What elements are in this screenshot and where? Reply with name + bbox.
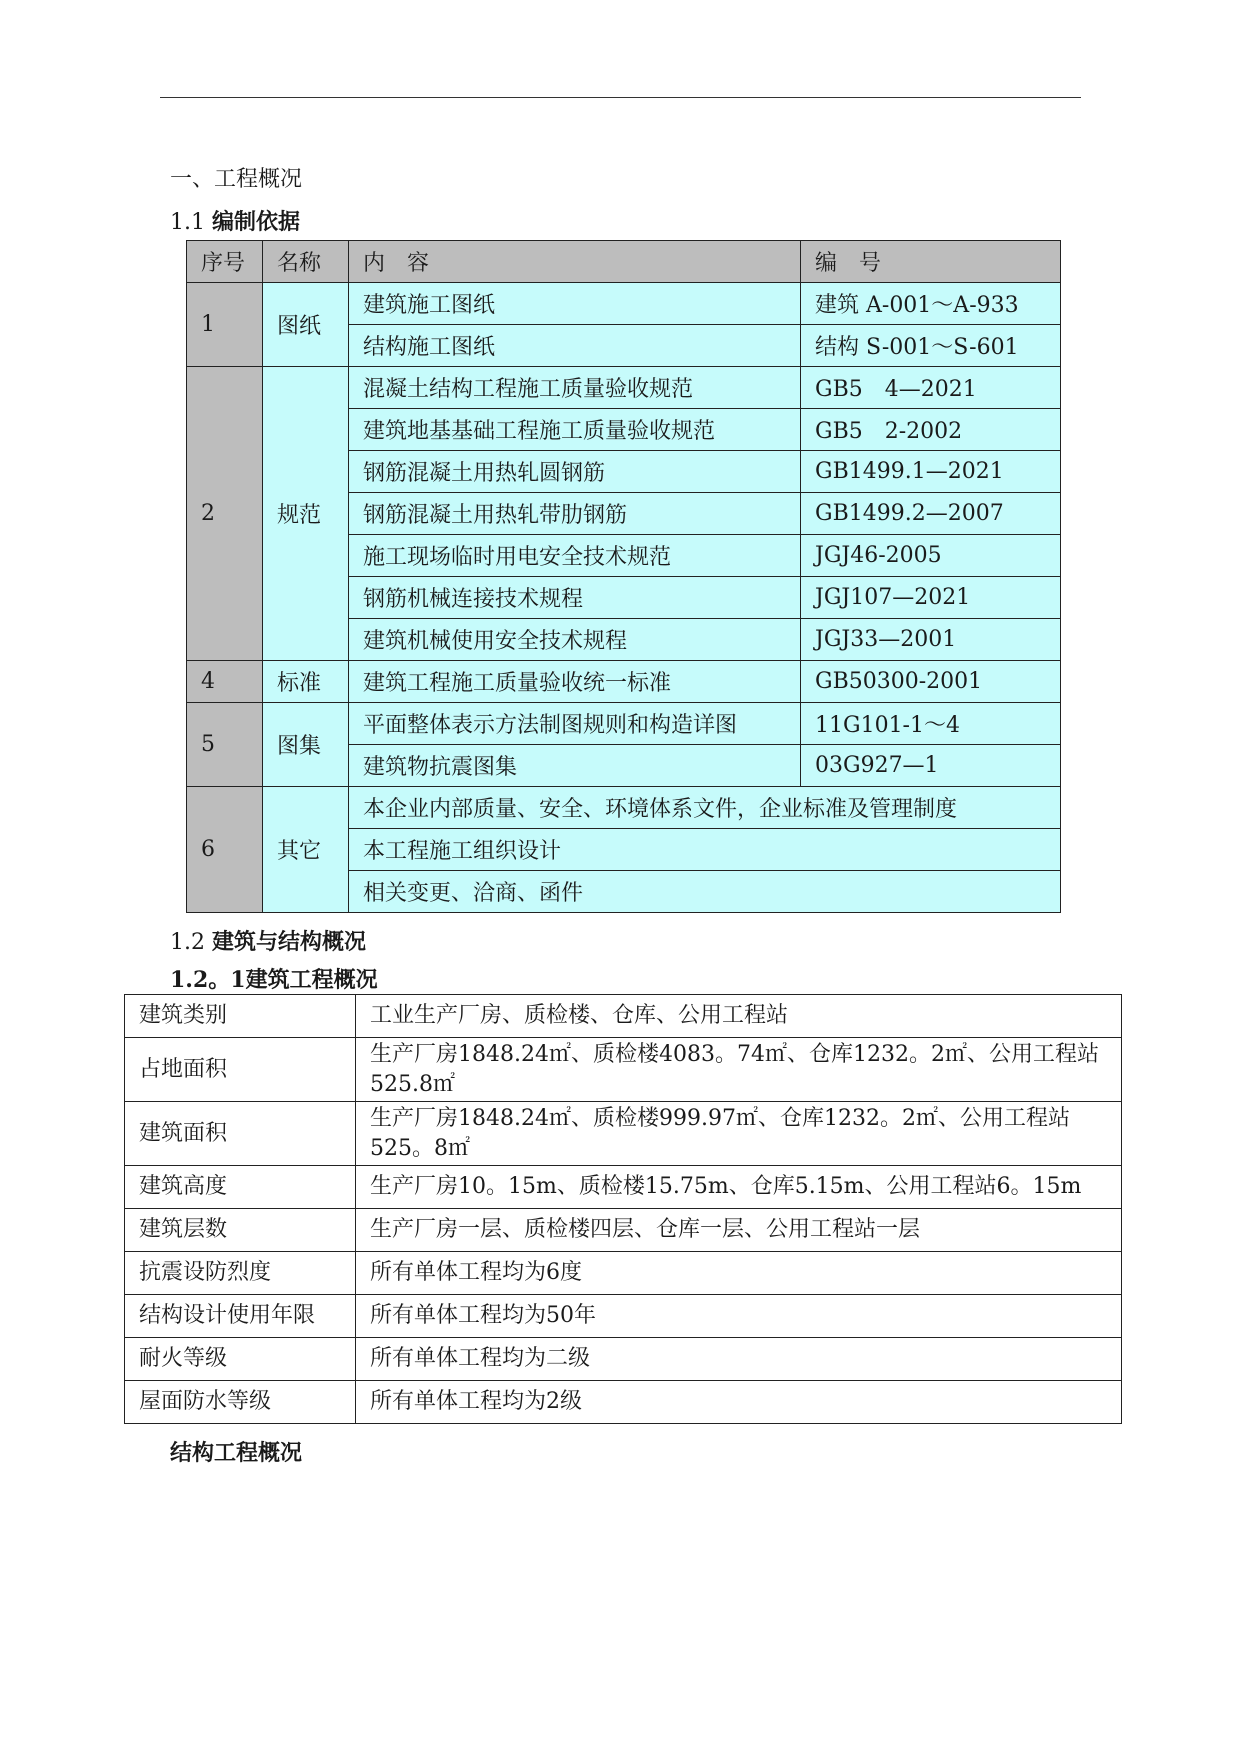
table-header-row xyxy=(187,241,1061,283)
basis-table xyxy=(186,240,1061,913)
row-value: 生产厂房1848.24㎡、质检楼4083。74㎡、仓库1232。2㎡、公用工程站525.8㎡ xyxy=(356,1038,1122,1102)
code-cell: JGJ107—2021 xyxy=(801,577,1061,619)
group-name: 图纸 xyxy=(263,283,349,367)
table-row xyxy=(187,703,1061,745)
content-cell: 混凝土结构工程施工质量验收规范 xyxy=(349,367,801,409)
table-row xyxy=(125,1295,1122,1338)
row-value: 工业生产厂房、质检楼、仓库、公用工程站 xyxy=(356,995,1122,1038)
content-cell: 钢筋混凝土用热轧圆钢筋 xyxy=(349,451,801,493)
code-cell: 建筑 A-001～A-933 xyxy=(801,283,1061,325)
row-value: 所有单体工程均为50年 xyxy=(356,1295,1122,1338)
structure-heading xyxy=(170,1438,302,1469)
row-value: 所有单体工程均为二级 xyxy=(356,1338,1122,1381)
code-cell: GB5 2-2002 xyxy=(801,409,1061,451)
content-cell: 施工现场临时用电安全技术规范 xyxy=(349,535,801,577)
header-rule xyxy=(160,97,1081,98)
table-row xyxy=(187,283,1061,325)
group-number: 1 xyxy=(187,283,263,367)
group-number: 2 xyxy=(187,367,263,661)
column-header: 名称 xyxy=(263,241,349,283)
table-row xyxy=(125,1381,1122,1424)
table-row xyxy=(125,1338,1122,1381)
subsection-title: 编制依据 xyxy=(212,209,301,235)
subsection-title: 1.2。1建筑工程概况 xyxy=(170,967,378,993)
content-cell: 建筑机械使用安全技术规程 xyxy=(349,619,801,661)
code-cell: GB50300-2001 xyxy=(801,661,1061,703)
row-label: 建筑层数 xyxy=(125,1209,356,1252)
group-name: 标准 xyxy=(263,661,349,703)
table-row xyxy=(187,367,1061,409)
structure-title: 结构工程概况 xyxy=(170,1440,303,1466)
content-cell: 建筑施工图纸 xyxy=(349,283,801,325)
row-value: 生产厂房一层、质检楼四层、仓库一层、公用工程站一层 xyxy=(356,1209,1122,1252)
group-name: 规范 xyxy=(263,367,349,661)
content-cell: 本工程施工组织设计 xyxy=(349,829,1061,871)
content-cell: 钢筋机械连接技术规程 xyxy=(349,577,801,619)
content-cell: 建筑物抗震图集 xyxy=(349,745,801,787)
column-header: 编 号 xyxy=(801,241,1061,283)
row-label: 耐火等级 xyxy=(125,1338,356,1381)
group-number: 6 xyxy=(187,787,263,913)
group-number: 5 xyxy=(187,703,263,787)
subsection-1-2 xyxy=(170,927,366,958)
content-cell: 建筑工程施工质量验收统一标准 xyxy=(349,661,801,703)
table-row xyxy=(125,995,1122,1038)
section-title: 一、工程概况 xyxy=(170,167,303,192)
content-cell: 平面整体表示方法制图规则和构造详图 xyxy=(349,703,801,745)
table-row xyxy=(187,787,1061,829)
content-cell: 钢筋混凝土用热轧带肋钢筋 xyxy=(349,493,801,535)
subsection-1-2-1 xyxy=(170,965,378,996)
row-value: 所有单体工程均为2级 xyxy=(356,1381,1122,1424)
row-label: 建筑高度 xyxy=(125,1166,356,1209)
table-row xyxy=(125,1166,1122,1209)
row-label: 抗震设防烈度 xyxy=(125,1252,356,1295)
subsection-number: 1.2 xyxy=(170,930,205,955)
row-label: 占地面积 xyxy=(125,1038,356,1102)
table-row xyxy=(125,1102,1122,1166)
row-label: 结构设计使用年限 xyxy=(125,1295,356,1338)
code-cell: JGJ46-2005 xyxy=(801,535,1061,577)
column-header: 序号 xyxy=(187,241,263,283)
table-row xyxy=(125,1209,1122,1252)
code-cell: 11G101-1～4 xyxy=(801,703,1061,745)
table-row xyxy=(125,1038,1122,1102)
table-row xyxy=(125,1252,1122,1295)
row-value: 生产厂房1848.24㎡、质检楼999.97㎡、仓库1232。2㎡、公用工程站525。8㎡ xyxy=(356,1102,1122,1166)
group-number: 4 xyxy=(187,661,263,703)
code-cell: 结构 S-001～S-601 xyxy=(801,325,1061,367)
subsection-number: 1.1 xyxy=(170,210,205,235)
table-row xyxy=(187,661,1061,703)
row-label: 建筑面积 xyxy=(125,1102,356,1166)
content-cell: 建筑地基基础工程施工质量验收规范 xyxy=(349,409,801,451)
code-cell: GB5 4—2021 xyxy=(801,367,1061,409)
code-cell: 03G927—1 xyxy=(801,745,1061,787)
subsection-title: 建筑与结构概况 xyxy=(212,929,367,955)
group-name: 其它 xyxy=(263,787,349,913)
code-cell: GB1499.2—2007 xyxy=(801,493,1061,535)
row-value: 生产厂房10。15m、质检楼15.75m、仓库5.15m、公用工程站6。15m xyxy=(356,1166,1122,1209)
row-label: 屋面防水等级 xyxy=(125,1381,356,1424)
row-value: 所有单体工程均为6度 xyxy=(356,1252,1122,1295)
subsection-1-1 xyxy=(170,207,300,238)
code-cell: GB1499.1—2021 xyxy=(801,451,1061,493)
content-cell: 相关变更、洽商、函件 xyxy=(349,871,1061,913)
building-overview-table xyxy=(124,994,1122,1424)
code-cell: JGJ33—2001 xyxy=(801,619,1061,661)
group-name: 图集 xyxy=(263,703,349,787)
content-cell: 结构施工图纸 xyxy=(349,325,801,367)
column-header: 内 容 xyxy=(349,241,801,283)
row-label: 建筑类别 xyxy=(125,995,356,1038)
content-cell: 本企业内部质量、安全、环境体系文件，企业标准及管理制度 xyxy=(349,787,1061,829)
